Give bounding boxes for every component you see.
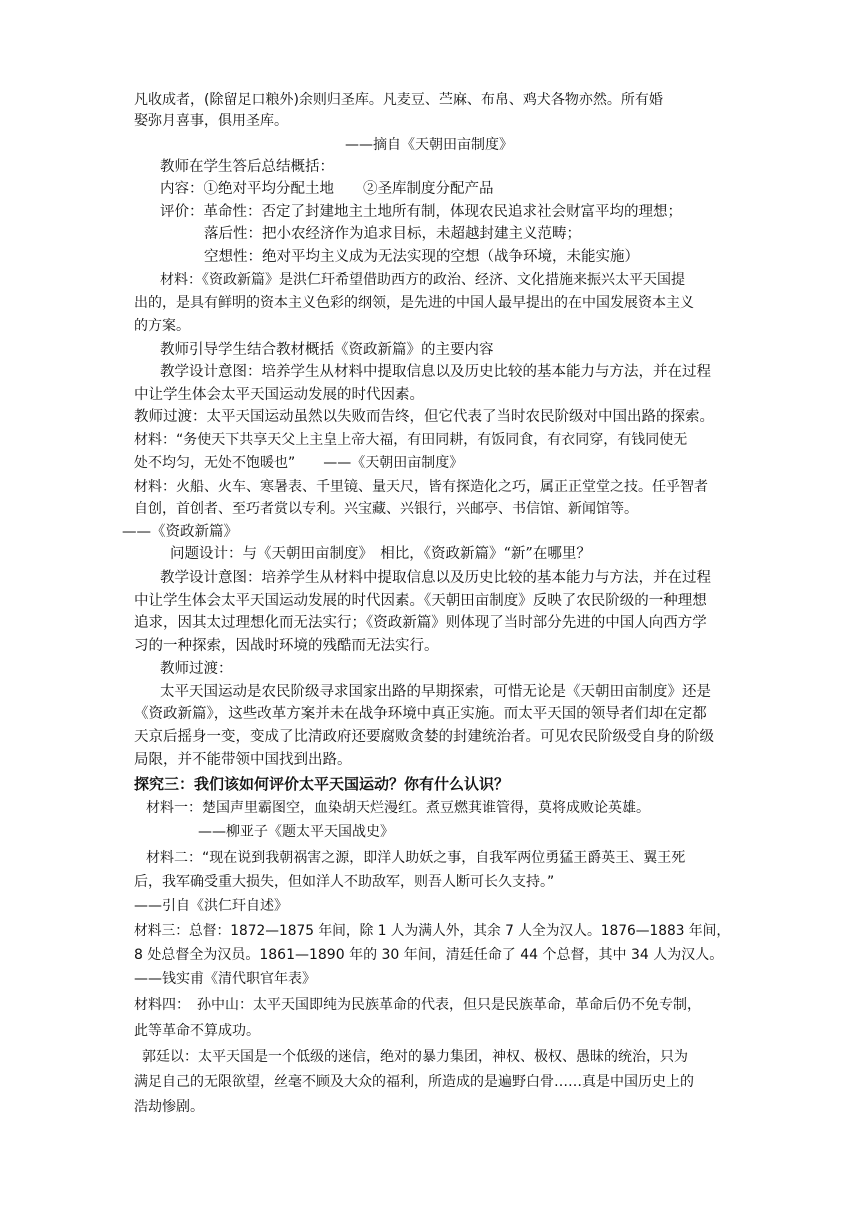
- paragraph-line: 局限，并不能带领中国找到出路。: [134, 752, 352, 768]
- paragraph-line: 处不均匀，无处不饱暖也” ——《天朝田亩制度》: [134, 455, 464, 471]
- paragraph-line: 此等革命不算成功。: [134, 1023, 260, 1039]
- paragraph-line: 太平天国运动是农民阶级寻求国家出路的早期探索，可惜无论是《天朝田亩制度》还是: [160, 684, 711, 700]
- paragraph-line: 评价：革命性：否定了封建地主土地所有制，体现农民追求社会财富平均的理想；: [160, 204, 682, 220]
- paragraph-line: 浩劫惨剧。: [134, 1099, 204, 1115]
- paragraph-line: 材料：《资政新篇》是洪仁玕希望借助西方的政治、经济、文化措施来振兴太平天国提: [160, 272, 685, 288]
- paragraph-line: 8 处总督全为汉员。1861—1890 年的 30 年间，清廷任命了 44 个总督，其中 34 人为汉人。: [134, 947, 724, 963]
- citation-line: ——引自《洪仁玕自述》: [134, 898, 288, 914]
- paragraph-line: 材料四： 孙中山：太平天国即纯为民族革命的代表，但只是民族革命，革命后仍不免专制，: [134, 997, 701, 1013]
- paragraph-line: 材料一：楚国声里霸图空，血染胡天烂漫红。煮豆燃萁谁管得，莫将成败论英雄。: [146, 800, 650, 816]
- paragraph-line: 教师在学生答后总结概括：: [160, 159, 334, 175]
- paragraph-line: 的方案。: [134, 318, 190, 334]
- paragraph-line: 凡收成者，(除留足口粮外)余则归圣库。凡麦豆、苎麻、布帛、鸡犬各物亦然。所有婚: [134, 92, 663, 108]
- paragraph-line: 《资政新篇》，这些改革方案并未在战争环境中真正实施。而太平天国的领导者们却在定都: [134, 706, 707, 722]
- paragraph-line: 自创，首创者、至巧者赏以专利。兴宝藏、兴银行，兴邮亭、书信馆、新闻馆等。: [134, 501, 638, 517]
- paragraph-line: 天京后摇身一变，变成了比清政府还要腐败贪婪的封建统治者。可见农民阶级受自身的阶级: [134, 729, 714, 745]
- citation-line: ——摘自《天朝田亩制度》: [345, 137, 513, 153]
- paragraph-line: 材料：火船、火车、寒暑表、千里镜、量天尺，皆有探造化之巧，属正正堂堂之技。任乎智者: [134, 479, 708, 495]
- paragraph-line: 后，我军确受重大损失，但如洋人不助敌军，则吾人断可长久支持。”: [134, 874, 555, 890]
- citation-line: ——钱实甫《清代职官年表》: [134, 971, 316, 987]
- paragraph-line: 落后性：把小农经济作为追求目标，未超越封建主义范畴；: [204, 226, 581, 242]
- paragraph-line: 问题设计：与《天朝田亩制度》 相比，《资政新篇》“新”在哪里？: [170, 546, 591, 562]
- paragraph-line: 教学设计意图：培养学生从材料中提取信息以及历史比较的基本能力与方法，并在过程: [160, 570, 711, 586]
- paragraph-line: 习的一种探索，因战时环境的残酷而无法实行。: [134, 638, 439, 654]
- paragraph-line: 郭廷以：太平天国是一个低级的迷信，绝对的暴力集团，神权、极权、愚昧的统治，只为: [142, 1049, 688, 1065]
- paragraph-line: 中让学生体会太平天国运动发展的时代因素。: [134, 387, 424, 403]
- paragraph-line: 空想性：绝对平均主义成为无法实现的空想（战争环境，未能实施）: [204, 249, 639, 265]
- paragraph-line: 教师过渡：太平天国运动虽然以失败而告终，但它代表了当时农民阶级对中国出路的探索。: [134, 409, 714, 425]
- paragraph-line: 出的，是具有鲜明的资本主义色彩的纲领，是先进的中国人最早提出的在中国发展资本主义: [134, 295, 694, 311]
- paragraph-line: 中让学生体会太平天国运动发展的时代因素。《天朝田亩制度》反映了农民阶级的一种理想: [134, 593, 707, 609]
- paragraph-line: 满足自己的无限欲望，丝毫不顾及大众的福利，所造成的是遍野白骨……真是中国历史上的: [134, 1074, 694, 1090]
- section-heading: 探究三：我们该如何评价太平天国运动？你有什么认识？: [134, 775, 510, 793]
- paragraph-line: 娶弥月喜事，俱用圣库。: [134, 113, 288, 129]
- paragraph-line: 材料三：总督：1872—1875 年间，除 1 人为满人外，其余 7 人全为汉人。1876—1883 年间，: [134, 923, 731, 939]
- paragraph-line: 追求，因其太过理想化而无法实行；《资政新篇》则体现了当时部分先进的中国人向西方学: [134, 615, 707, 631]
- citation-line: ——柳亚子《题太平天国战史》: [198, 824, 394, 840]
- citation-line: ——《资政新篇》: [122, 524, 238, 540]
- paragraph-line: 材料二：“现在说到我朝祸害之源，即洋人助妖之事，自我军两位勇猛王爵英王、翼王死: [146, 850, 686, 866]
- paragraph-line: 教师过渡：: [160, 661, 233, 677]
- paragraph-line: 材料：“务使天下共享天父上主皇上帝大福，有田同耕，有饭同食，有衣同穿，有钱同使无: [134, 432, 688, 448]
- paragraph-line: 教学设计意图：培养学生从材料中提取信息以及历史比较的基本能力与方法，并在过程: [160, 364, 711, 380]
- paragraph-line: 教师引导学生结合教材概括《资政新篇》的主要内容: [160, 342, 494, 358]
- paragraph-line: 内容：①绝对平均分配土地 ②圣库制度分配产品: [160, 181, 494, 197]
